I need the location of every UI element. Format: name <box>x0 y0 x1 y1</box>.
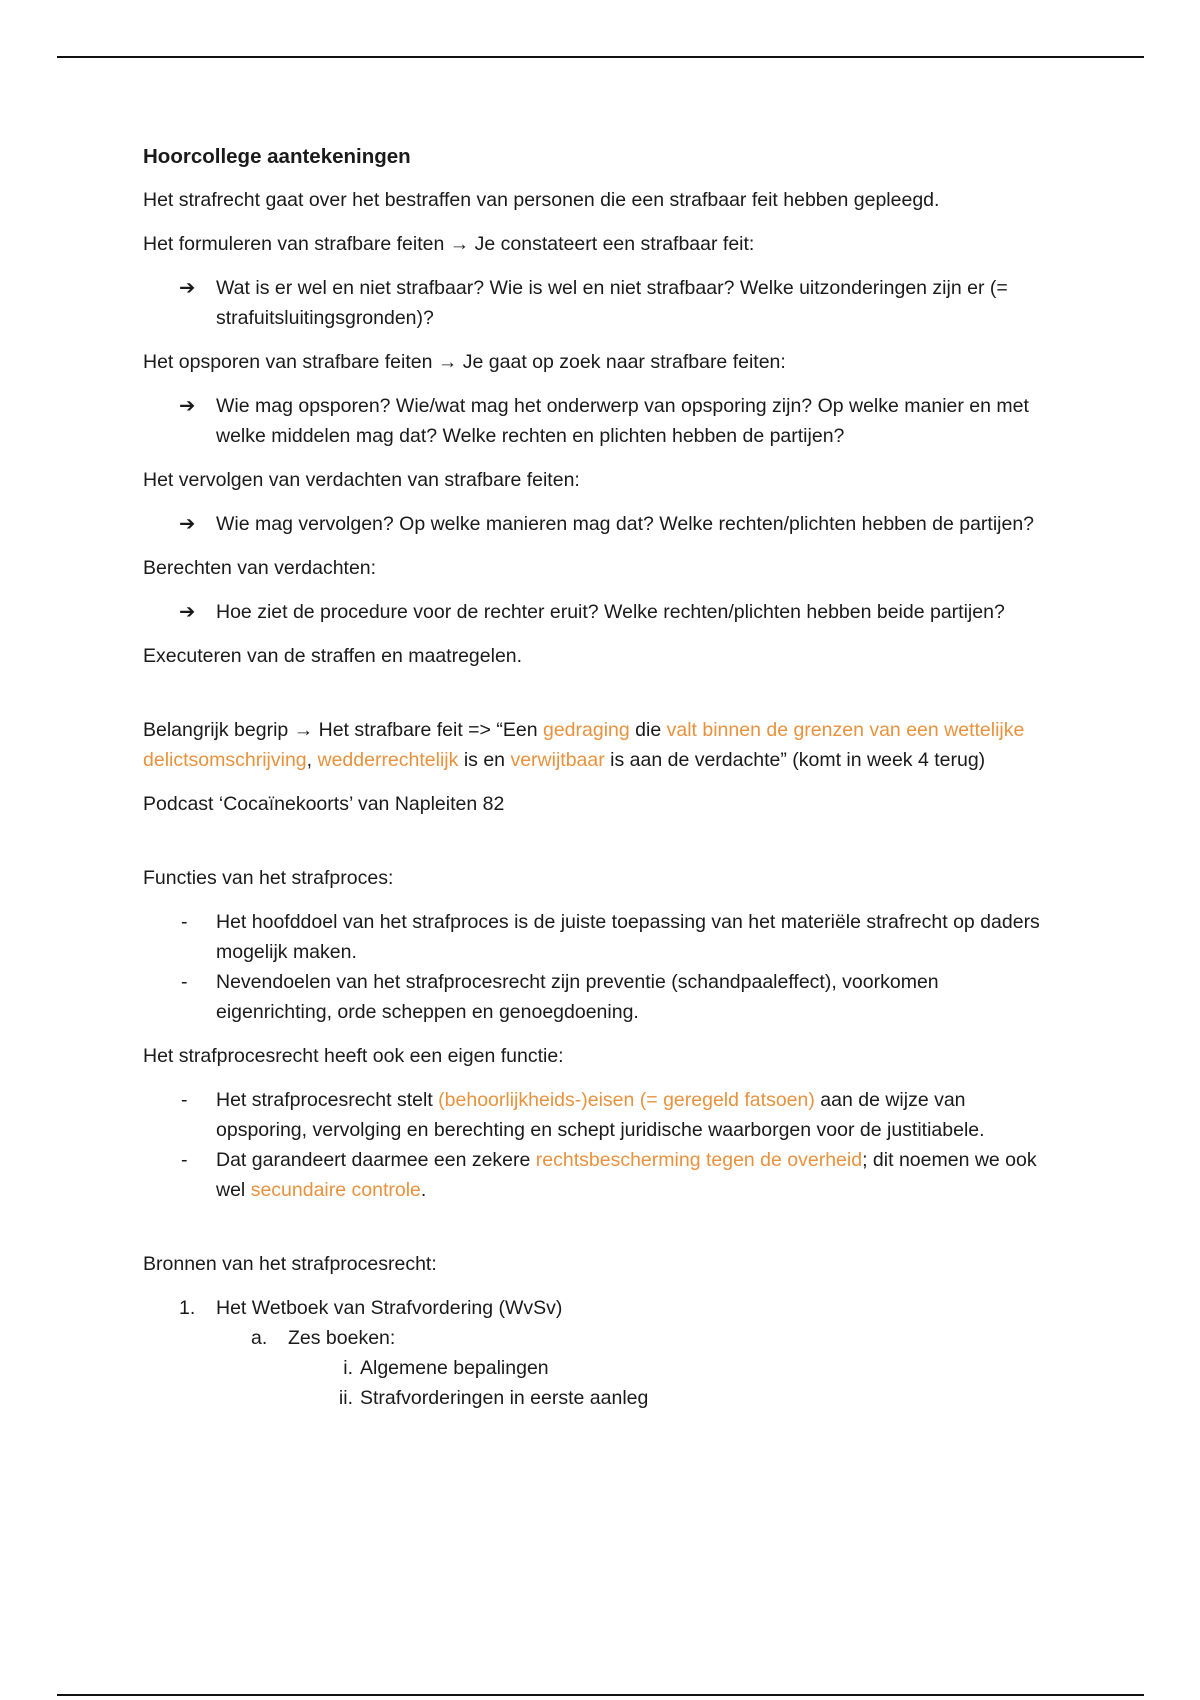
header-rule <box>57 56 1144 58</box>
dash-bullet-icon: - <box>181 1149 188 1171</box>
dash-bullet-icon: - <box>181 911 188 933</box>
list-item: i. Algemene bepalingen <box>343 1357 549 1379</box>
opsporen-lead: Het opsporen van strafbare feiten → Je gaat op zoek naar strafbare feiten: <box>143 351 786 373</box>
list-item: - Nevendoelen van het strafprocesrecht zijn preventie (schandpaaleffect), voorkomen eigenrichting, orde scheppen en genoegdoening. <box>143 967 1053 1027</box>
list-item: 1. Het Wetboek van Strafvordering (WvSv) <box>179 1297 563 1319</box>
bronnen-list <box>143 1293 1053 1413</box>
vervolgen-bullet: ➔ Wie mag vervolgen? Op welke manieren mag dat? Welke rechten/plichten hebben de partijen? <box>143 509 1053 539</box>
opsporen-bullet: ➔ Wie mag opsporen? Wie/wat mag het onderwerp van opsporing zijn? Op welke manier en met welke middelen mag dat? Welke rechten en plichten hebben de partijen? <box>143 391 1053 451</box>
inline-arrow-icon: → <box>293 719 314 741</box>
inline-arrow-icon: → <box>437 351 458 373</box>
arrow-bullet-icon: ➔ <box>179 513 196 535</box>
vervolgen-lead: Het vervolgen van verdachten van strafbare feiten: <box>143 469 580 491</box>
arrow-bullet-icon: ➔ <box>179 601 196 623</box>
podcast-paragraph: Podcast ‘Cocaïnekoorts’ van Napleiten 82 <box>143 793 505 815</box>
highlight-term: rechtsbescherming tegen de overheid <box>535 1149 863 1171</box>
formuleren-lead: Het formuleren van strafbare feiten → Je constateert een strafbaar feit: <box>143 233 755 255</box>
begrip-paragraph: Belangrijk begrip → Het strafbare feit => “Een gedraging die valt binnen de grenzen van een wettelijke delictsomschrijving, wedderrechtelijk is en verwijtbaar is aan de verdachte” (komt in week 4 terug) <box>143 719 1025 771</box>
highlight-term: secundaire controle <box>250 1179 421 1201</box>
executeren-paragraph: Executeren van de straffen en maatregelen. <box>143 645 523 667</box>
highlight-term: valt binnen de grenzen van een wettelijke delictsomschrijving <box>143 719 1025 771</box>
berechten-bullet: ➔ Hoe ziet de procedure voor de rechter eruit? Welke rechten/plichten hebben beide partijen? <box>143 597 1053 627</box>
document-body <box>143 142 1053 1413</box>
functies-lead: Functies van het strafproces: <box>143 867 394 889</box>
berechten-lead: Berechten van verdachten: <box>143 557 377 579</box>
arrow-bullet-icon: ➔ <box>179 395 196 417</box>
eigen-functie-list <box>143 1085 1053 1205</box>
dash-bullet-icon: - <box>181 971 188 993</box>
formuleren-bullet: ➔ Wat is er wel en niet strafbaar? Wie is wel en niet strafbaar? Welke uitzonderingen zijn er (= strafuitsluitingsgronden)? <box>143 273 1053 333</box>
list-item: ii. Strafvorderingen in eerste aanleg <box>338 1387 649 1409</box>
highlight-term: gedraging <box>542 719 630 741</box>
highlight-term: verwijtbaar <box>510 749 605 771</box>
document-title: Hoorcollege aantekeningen <box>143 145 411 168</box>
list-item: - Dat garandeert daarmee een zekere rechtsbescherming tegen de overheid; dit noemen we ook wel secundaire controle. <box>143 1145 1053 1205</box>
list-item: - Het hoofddoel van het strafproces is de juiste toepassing van het materiële strafrecht op daders mogelijk maken. <box>143 907 1053 967</box>
bronnen-lead: Bronnen van het strafprocesrecht: <box>143 1253 437 1275</box>
list-item: a. Zes boeken: <box>251 1327 396 1349</box>
footer-rule <box>57 1694 1144 1696</box>
dash-bullet-icon: - <box>181 1089 188 1111</box>
highlight-term: (behoorlijkheids-)eisen (= geregeld fatsoen) <box>438 1089 815 1111</box>
list-item: - Het strafprocesrecht stelt (behoorlijkheids-)eisen (= geregeld fatsoen) aan de wijze van opsporing, vervolging en berechting en schept juridische waarborgen voor de justitiabele. <box>143 1085 1053 1145</box>
functies-list <box>143 907 1053 1027</box>
highlight-term: wedderrechtelijk <box>317 749 459 771</box>
intro-paragraph: Het strafrecht gaat over het bestraffen van personen die een strafbaar feit hebben gepleegd. <box>143 189 940 211</box>
eigen-functie-lead: Het strafprocesrecht heeft ook een eigen functie: <box>143 1045 564 1067</box>
arrow-bullet-icon: ➔ <box>179 277 196 299</box>
inline-arrow-icon: → <box>449 233 470 255</box>
